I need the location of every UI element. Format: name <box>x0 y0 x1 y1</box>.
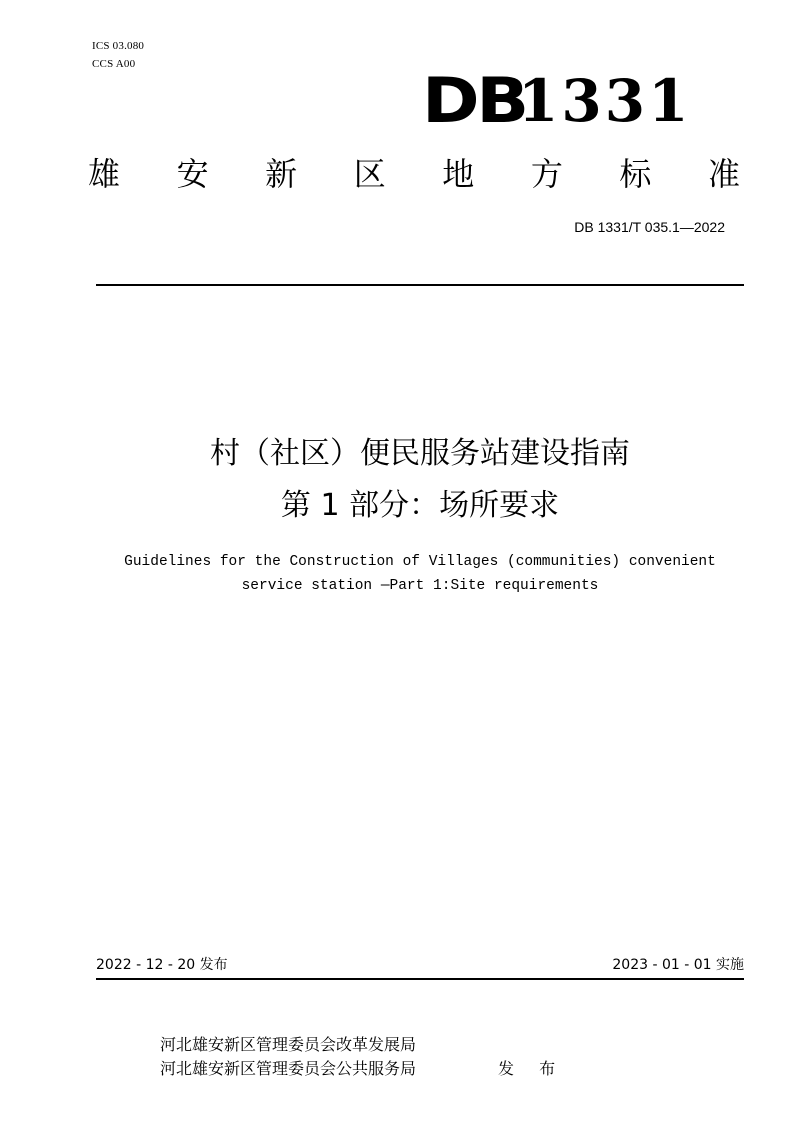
bottom-divider <box>96 978 744 980</box>
title-chinese-line-1: 村（社区）便民服务站建设指南 <box>210 436 630 471</box>
standard-type-char: 地 <box>442 155 475 193</box>
standard-type-char: 准 <box>707 155 740 193</box>
standard-type-heading <box>88 152 740 196</box>
ccs-code: CCS A00 <box>92 58 136 70</box>
top-divider <box>96 284 744 286</box>
title-english-line-1: Guidelines for the Construction of Villages (communities) convenient <box>124 554 716 570</box>
standard-type-char: 标 <box>619 155 652 193</box>
standard-type-char: 新 <box>265 155 298 193</box>
db-region-number: 1331 <box>518 67 692 135</box>
issue-date: 2022 - 12 - 20 发布 <box>96 957 228 973</box>
standard-code: DB 1331/T 035.1—2022 <box>574 219 725 235</box>
publish-label: 发 布 <box>498 1059 566 1078</box>
standard-type-char: 方 <box>530 155 563 193</box>
standard-type-char: 雄 <box>88 155 121 193</box>
standard-type-char: 区 <box>353 155 386 193</box>
title-chinese-line-2: 第 1 部分：场所要求 <box>280 488 560 523</box>
implementation-date: 2023 - 01 - 01 实施 <box>612 957 744 973</box>
standard-type-char: 安 <box>176 155 209 193</box>
publisher-line-2: 河北雄安新区管理委员会公共服务局 <box>160 1059 417 1078</box>
publisher-line-1: 河北雄安新区管理委员会改革发展局 <box>160 1035 417 1054</box>
title-english-line-2: service station —Part 1:Site requirements <box>241 578 599 594</box>
db-logo-mark: DB <box>422 64 526 137</box>
ics-code: ICS 03.080 <box>92 40 145 52</box>
